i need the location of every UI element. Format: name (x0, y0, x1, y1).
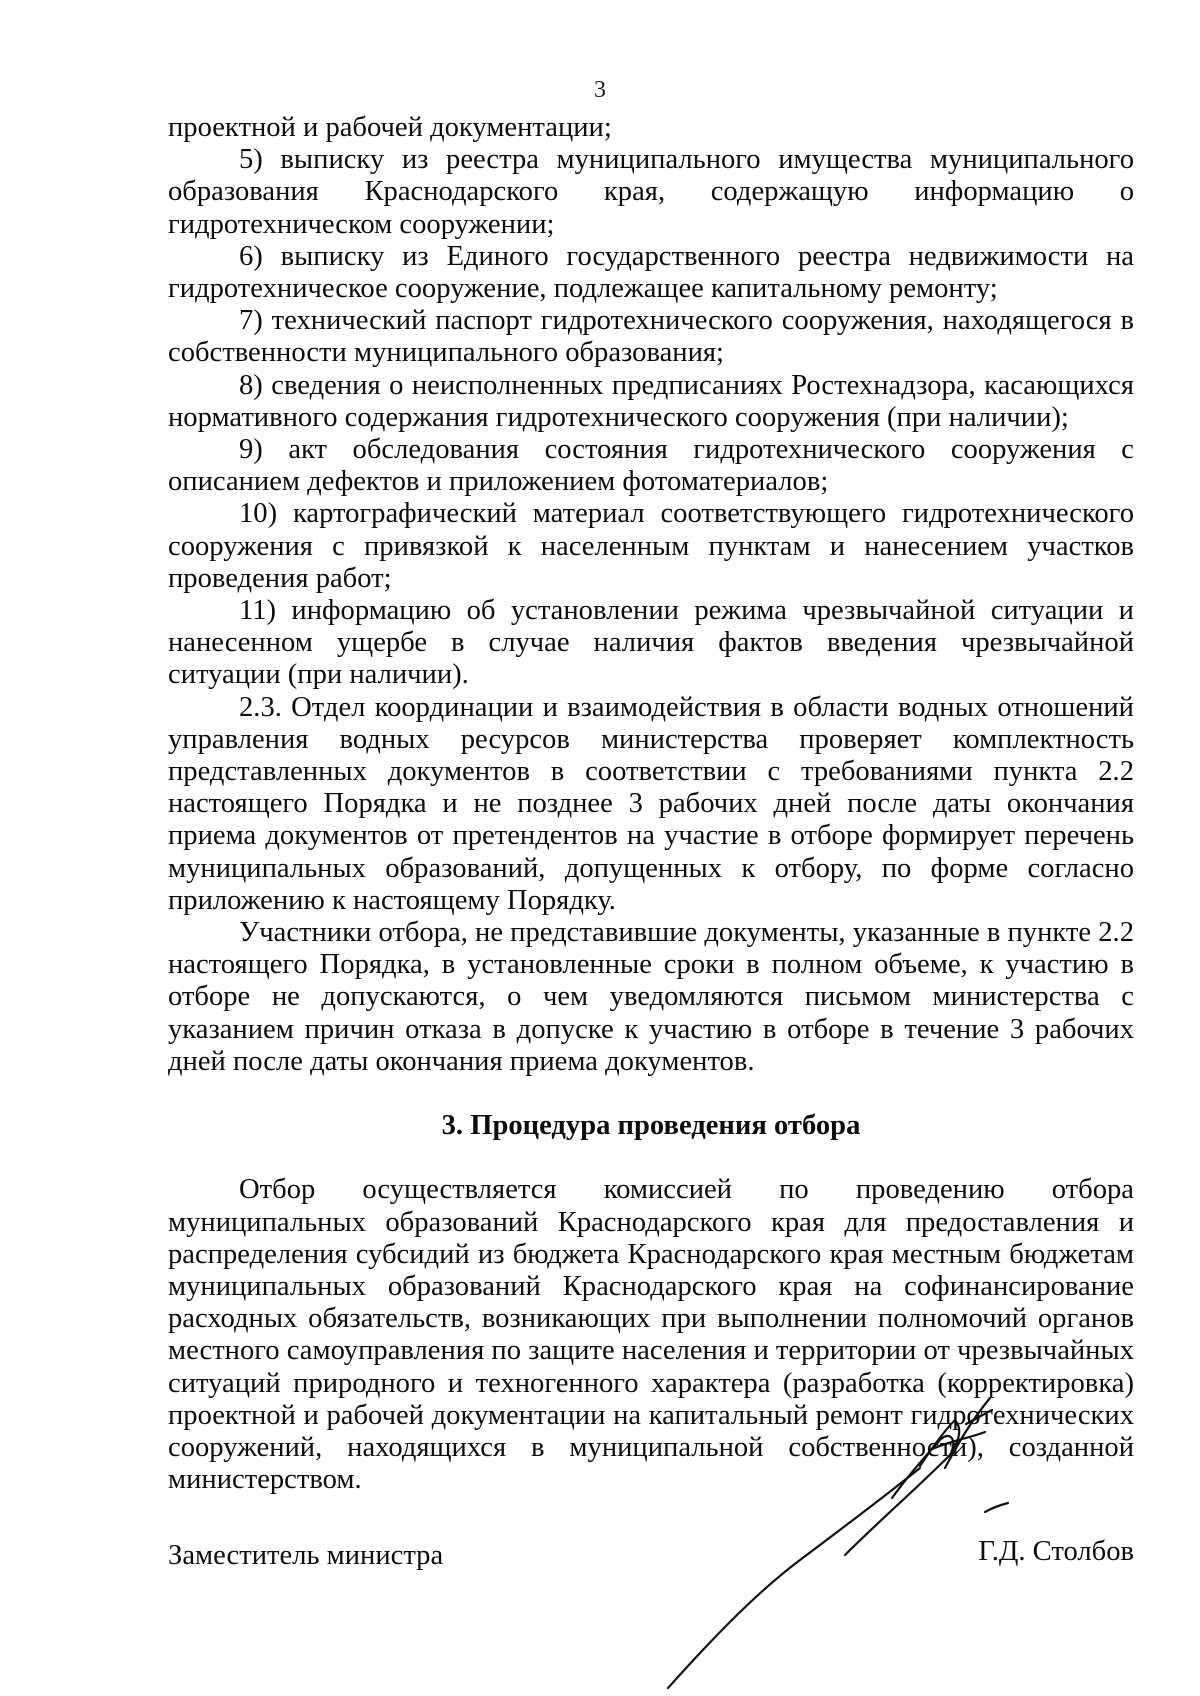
signature-name: Г.Д. Столбов (978, 1536, 1134, 1567)
list-item-10: 10) картографический материал соответствующего гидротехнического сооружения с привязкой к населенным пунктам и нанесением участков проведения работ; (168, 498, 1134, 594)
list-item-9: 9) акт обследования состояния гидротехнического сооружения с описанием дефектов и приложением фотоматериалов; (168, 434, 1134, 498)
list-item-6: 6) выписку из Единого государственного реестра недвижимости на гидротехническое сооружение, подлежащее капитальному ремонту; (168, 240, 1134, 305)
paragraph-participants: Участники отбора, не представившие документы, указанные в пункте 2.2 настоящего Порядка, в установленные сроки в полном объеме, к участию в отборе не допускаются, о чем уведомляются письмом министерства с указанием причин отказа в допуске к участию в отборе в течение 3 рабочих дней после даты окончания приема документов. (168, 917, 1134, 1077)
list-item-5: 5) выписку из реестра муниципального имущества муниципального образования Краснодарского края, содержащую информацию о гидротехническом сооружении; (168, 144, 1134, 240)
page-number: 3 (594, 77, 606, 103)
list-item-8: 8) сведения о неисполненных предписаниях Ростехнадзора, касающихся нормативного содержания гидротехнического сооружения (при наличии); (168, 369, 1134, 433)
paragraph-procedure: Отбор осуществляется комиссией по проведению отбора муниципальных образований Краснодарского края для предоставления и распределения субсидий из бюджета Краснодарского края местным бюджетам муниципальных образований Краснодарского края на софинансирование расходных обязательств, возникающих при выполнении полномочий органов местного самоуправления по защите населения и территории от чрезвычайных ситуаций природного и техногенного характера (разработка (корректировка) проектной и рабочей документации на капитальный ремонт гидротехнических сооружений, находящихся в муниципальной собственности), созданной министерством. (168, 1174, 1134, 1496)
list-item-7: 7) технический паспорт гидротехнического сооружения, находящегося в собственности муниципального образования; (168, 305, 1134, 369)
paragraph-continuation: проектной и рабочей документации; (168, 112, 612, 143)
signature-title: Заместитель министра (168, 1540, 444, 1571)
document-body (168, 112, 1134, 1496)
list-item-11: 11) информацию об установлении режима чрезвычайной ситуации и нанесенном ущербе в случае наличия фактов введения чрезвычайной ситуации (при наличии). (168, 595, 1134, 691)
paragraph-2-3: 2.3. Отдел координации и взаимодействия в области водных отношений управления водных ресурсов министерства проверяет комплектность представленных документов в соответствии с требованиями пункта 2.2 настоящего Порядка и не позднее 3 рабочих дней после даты окончания приема документов от претендентов на участие в отборе формирует перечень муниципальных образований, допущенных к отбору, по форме согласно приложению к настоящему Порядку. (168, 691, 1134, 916)
section-heading: 3. Процедура проведения отбора (441, 1110, 861, 1142)
